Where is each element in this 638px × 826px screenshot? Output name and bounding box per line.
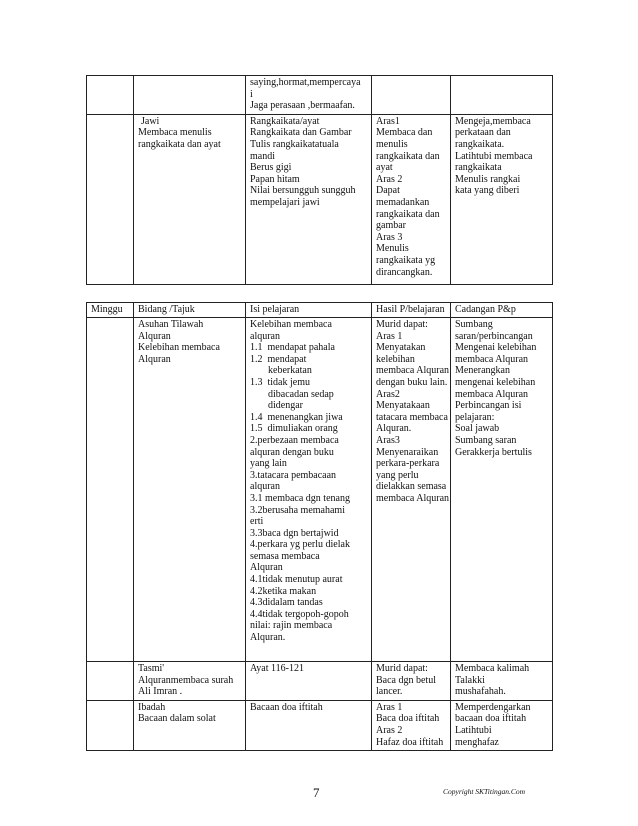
cell-line: Alquran bbox=[138, 330, 171, 342]
cell-line: Kelebihan membaca bbox=[138, 342, 220, 354]
cell-line: Soal jawab bbox=[455, 423, 500, 435]
cell-line: membaca Alquran bbox=[376, 492, 450, 504]
cell-line: gambar bbox=[376, 220, 406, 232]
cell-line: yang perlu bbox=[376, 469, 419, 481]
cadangan-cell bbox=[451, 114, 553, 284]
cell-line: kelebihan bbox=[376, 353, 415, 365]
header-cadangan: Cadangan P&p bbox=[451, 303, 553, 318]
cell-line: Hafaz doa iftitah bbox=[376, 736, 444, 748]
bidang-cell bbox=[134, 76, 246, 115]
cell-line: Latihtubi bbox=[455, 724, 492, 736]
cell-line: mempelajari jawi bbox=[250, 196, 320, 208]
cadangan-cell bbox=[451, 700, 553, 750]
table-row bbox=[87, 76, 553, 115]
cell-line: Bacaan dalam solat bbox=[138, 713, 216, 725]
cell-line: membaca Alquran bbox=[455, 388, 529, 400]
cell-line: pelajaran: bbox=[455, 411, 495, 423]
table-row bbox=[87, 114, 553, 284]
cell-line: Alquran. bbox=[376, 423, 412, 435]
cell-line: Jaga perasaan ,bermaafan. bbox=[250, 100, 355, 112]
hasil-cell bbox=[372, 662, 451, 701]
cell-line: Membaca menulis bbox=[138, 127, 212, 139]
cell-line: 1.2 mendapat bbox=[250, 353, 307, 365]
cell-line: Aras1 bbox=[376, 115, 400, 127]
isi-cell bbox=[246, 318, 372, 662]
cell-line: memadankan bbox=[376, 196, 430, 208]
cell-line: yang lain bbox=[250, 458, 287, 470]
cell-line: rangkaikata dan ayat bbox=[138, 138, 221, 150]
cell-line: 1.4 menenangkan jiwa bbox=[250, 411, 343, 423]
cell-line: Menyenaraikan bbox=[376, 446, 439, 458]
cell-line: Alquran bbox=[250, 562, 283, 574]
rpt-table-continued bbox=[86, 75, 553, 285]
cell-line: Alquranmembaca surah bbox=[138, 674, 234, 686]
cell-line: 4.perkara yg perlu dielak bbox=[250, 539, 350, 551]
cell-line: lancer. bbox=[376, 686, 403, 698]
cell-line: Kelebihan membaca bbox=[250, 319, 332, 330]
cell-line: Berus gigi bbox=[250, 162, 292, 174]
cell-line: 1.3 tidak jemu bbox=[250, 376, 310, 388]
cell-line: nilai: rajin membaca bbox=[250, 620, 333, 632]
cell-line: didengar bbox=[268, 400, 303, 412]
cell-line: Sumbang bbox=[455, 319, 493, 330]
bidang-cell bbox=[134, 318, 246, 662]
hasil-cell bbox=[372, 114, 451, 284]
cell-line: Menyatakan bbox=[376, 342, 426, 354]
cell-line: Papan hitam bbox=[250, 173, 300, 185]
cell-line: Menyatakaan bbox=[376, 400, 430, 412]
hasil-cell bbox=[372, 318, 451, 662]
cadangan-cell bbox=[451, 662, 553, 701]
cell-line: rangkaikata dan bbox=[376, 208, 440, 220]
cell-line: Perbincangan isi bbox=[455, 400, 522, 412]
cell-line: Aras 1 bbox=[376, 330, 403, 342]
hasil-cell bbox=[372, 76, 451, 115]
cell-line: Alquran. bbox=[250, 632, 286, 644]
cell-line: Aras 3 bbox=[376, 231, 403, 243]
cell-line: Menerangkan bbox=[455, 365, 510, 377]
cell-line: Talakki bbox=[455, 674, 485, 686]
cell-line: kata yang diberi bbox=[455, 185, 520, 197]
cell-line: 4.4tidak tergopoh-gopoh bbox=[250, 608, 349, 620]
cell-line: Jawi bbox=[141, 115, 160, 127]
cell-line: perkara-perkara bbox=[376, 458, 440, 470]
cadangan-cell bbox=[451, 76, 553, 115]
header-minggu: Minggu bbox=[87, 303, 134, 318]
cell-line: membaca Alquran bbox=[455, 353, 529, 365]
minggu-cell bbox=[87, 662, 134, 701]
isi-cell bbox=[246, 76, 372, 115]
cell-line: bacaan doa iftitah bbox=[455, 713, 527, 725]
cell-line: Alquran bbox=[138, 353, 171, 365]
cell-line: Murid dapat: bbox=[376, 663, 428, 674]
cell-line: saran/perbincangan bbox=[455, 330, 533, 342]
cell-line: 1.5 dimuliakan orang bbox=[250, 423, 338, 435]
cell-line: i bbox=[250, 88, 253, 100]
cell-line: membaca Alquran bbox=[376, 365, 450, 377]
bidang-cell bbox=[134, 114, 246, 284]
cell-line: Baca dgn betul bbox=[376, 674, 436, 686]
cell-line: 3.3baca dgn bertajwid bbox=[250, 527, 339, 539]
cell-line: dengan buku lain. bbox=[376, 376, 448, 388]
cell-line: Membaca dan bbox=[376, 127, 433, 139]
minggu-cell bbox=[87, 318, 134, 662]
rpt-table bbox=[86, 302, 553, 751]
minggu-cell bbox=[87, 114, 134, 284]
bidang-cell bbox=[134, 700, 246, 750]
cell-line: Tasmi' bbox=[138, 663, 165, 674]
cell-line: alquran bbox=[250, 330, 280, 342]
cell-line: 1.1 mendapat pahala bbox=[250, 342, 335, 354]
cell-line: Aras 2 bbox=[376, 173, 403, 185]
header-hasil: Hasil P/belajaran bbox=[372, 303, 451, 318]
table-row bbox=[87, 700, 553, 750]
cell-line: Aras3 bbox=[376, 434, 400, 446]
cell-line: 4.3didalam tandas bbox=[250, 597, 323, 609]
cell-line: mengenai kelebihan bbox=[455, 376, 536, 388]
cell-line: ayat bbox=[376, 162, 393, 174]
cell-line: Ibadah bbox=[138, 701, 166, 713]
cell-line: menulis bbox=[376, 138, 408, 150]
cell-line: tatacara membaca bbox=[376, 411, 448, 423]
cell-line: erti bbox=[250, 516, 264, 528]
cell-line: menghafaz bbox=[455, 736, 499, 748]
cell-line: Aras 1 bbox=[376, 701, 403, 713]
cell-line: keberkatan bbox=[268, 365, 312, 377]
cell-line: Tulis rangkaikatatuala bbox=[250, 138, 339, 150]
cell-line: saying,hormat,mempercaya bbox=[250, 77, 361, 88]
isi-cell bbox=[246, 114, 372, 284]
cell-line: mandi bbox=[250, 150, 275, 162]
cell-line: Ayat 116-121 bbox=[250, 663, 304, 674]
cell-line: 4.1tidak menutup aurat bbox=[250, 574, 343, 586]
cell-line: Aras 2 bbox=[376, 724, 403, 736]
copyright-notice: Copyright SKTitingan.Com bbox=[443, 787, 526, 796]
cell-line: Bacaan doa iftitah bbox=[250, 701, 323, 713]
cell-line: Memperdengarkan bbox=[455, 701, 531, 713]
hasil-cell bbox=[372, 700, 451, 750]
minggu-cell bbox=[87, 700, 134, 750]
cell-line: rangkaikata yg bbox=[376, 254, 436, 266]
cell-line: 3.tatacara pembacaan bbox=[250, 469, 337, 481]
cell-line: Sumbang saran bbox=[455, 434, 517, 446]
cell-line: 4.2ketika makan bbox=[250, 585, 317, 597]
table-row bbox=[87, 662, 553, 701]
header-isi: Isi pelajaran bbox=[246, 303, 372, 318]
cell-line: Rangkaikata/ayat bbox=[250, 115, 320, 127]
cell-line: Aras2 bbox=[376, 388, 400, 400]
cell-line: 3.2berusaha memahami bbox=[250, 504, 345, 516]
page-number: 7 bbox=[313, 785, 320, 800]
cell-line: semasa membaca bbox=[250, 550, 320, 562]
table-row bbox=[87, 318, 553, 662]
cell-line: 3.1 membaca dgn tenang bbox=[250, 492, 350, 504]
bidang-cell bbox=[134, 662, 246, 701]
cell-line: mushafahah. bbox=[455, 686, 506, 698]
cell-line: Baca doa iftitah bbox=[376, 713, 440, 725]
cell-line: rangkaikata bbox=[455, 162, 502, 174]
cell-line: Mengenai kelebihan bbox=[455, 342, 537, 354]
cell-line: Rangkaikata dan Gambar bbox=[250, 127, 352, 139]
cell-line: Asuhan Tilawah bbox=[138, 319, 204, 330]
cell-line: dielakkan semasa bbox=[376, 481, 447, 493]
isi-cell bbox=[246, 700, 372, 750]
cell-line: rangkaikata. bbox=[455, 138, 505, 150]
cell-line: Ali Imran . bbox=[138, 686, 183, 698]
cell-line: Mengeja,membaca bbox=[455, 115, 531, 127]
cell-line: Dapat bbox=[376, 185, 400, 197]
cell-line: Murid dapat: bbox=[376, 319, 428, 330]
isi-cell bbox=[246, 662, 372, 701]
cell-line: Latihtubi membaca bbox=[455, 150, 533, 162]
cell-line: Membaca kalimah bbox=[455, 663, 530, 674]
header-bidang: Bidang /Tajuk bbox=[134, 303, 246, 318]
cell-line: Menulis bbox=[376, 243, 409, 255]
cell-line: perkataan dan bbox=[455, 127, 511, 139]
table-header-row bbox=[87, 303, 553, 318]
cell-line: alquran dengan buku bbox=[250, 446, 334, 458]
cell-line: Menulis rangkai bbox=[455, 173, 521, 185]
cell-line: Gerakkerja bertulis bbox=[455, 446, 532, 458]
cell-line: alquran bbox=[250, 481, 280, 493]
cell-line: Nilai bersungguh sungguh bbox=[250, 185, 356, 197]
cell-line: 2.perbezaan membaca bbox=[250, 434, 339, 446]
minggu-cell bbox=[87, 76, 134, 115]
cadangan-cell bbox=[451, 318, 553, 662]
cell-line: dirancangkan. bbox=[376, 266, 433, 278]
cell-line: rangkaikata dan bbox=[376, 150, 440, 162]
cell-line: dibacadan sedap bbox=[268, 388, 334, 400]
